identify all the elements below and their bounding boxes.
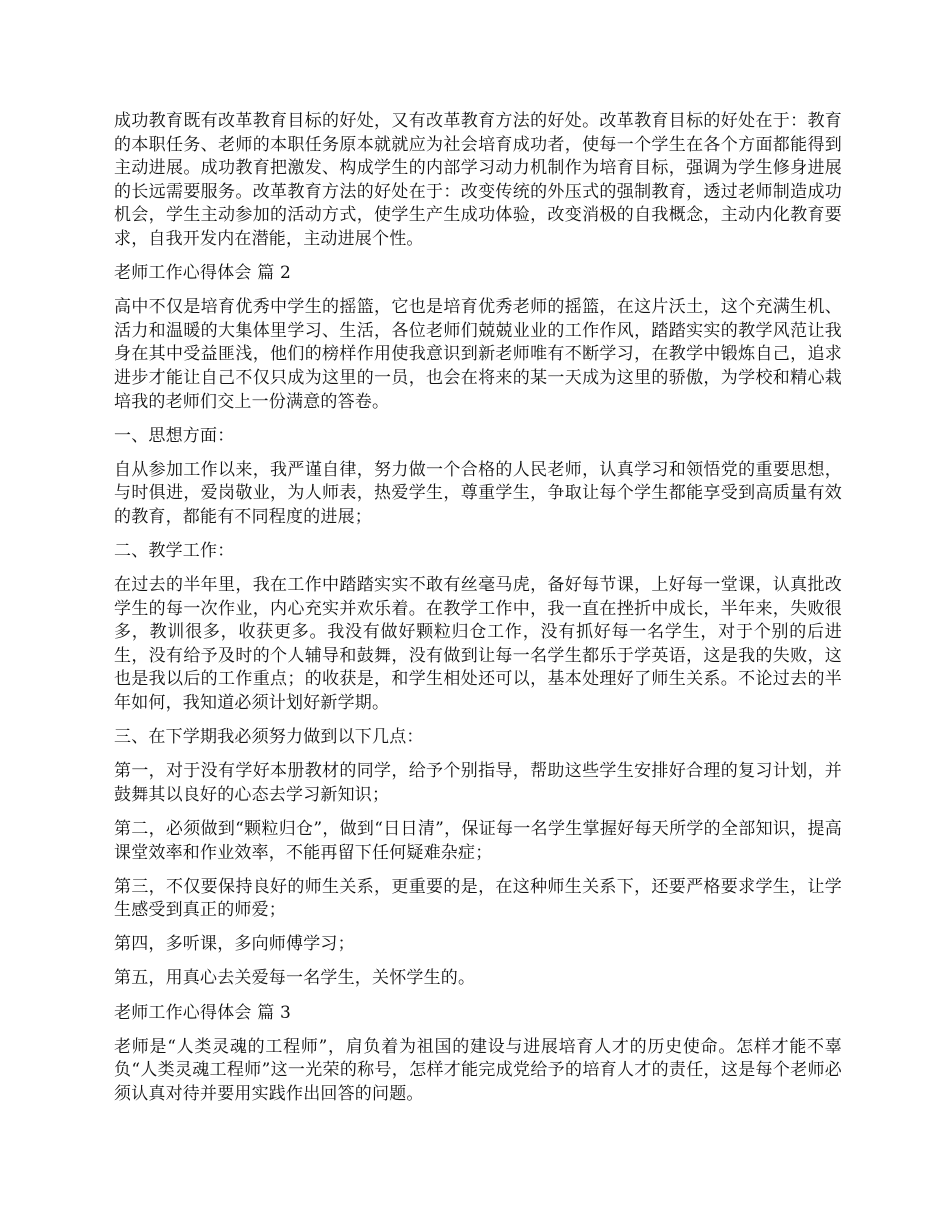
paragraph-teaching: 在过去的半年里，我在工作中踏踏实实不敢有丝毫马虎，备好每节课，上好每一堂课，认真批改学生的每一次作业，内心充实并欢乐着。在教学工作中，我一直在挫折中成长，半年来，失败很多，教训很多，收获更多。我没有做好颗粒归仓工作，没有抓好每一名学生，对于个别的后进生，没有给予及时的个人辅导和鼓舞，没有做到让每一名学生都乐于学英语，这是我的失败，这也是我以后的工作重点；的收获是，和学生相处还可以，基本处理好了师生关系。不论过去的半年如何，我知道必须计划好新学期。 bbox=[114, 575, 842, 714]
list-item-fourth: 第四，多听课，多向师傅学习； bbox=[114, 934, 355, 955]
section-heading-part-2: 老师工作心得体会 篇 2 bbox=[114, 263, 292, 284]
list-item-second: 第二，必须做到“颗粒归仓”，做到“日日清”，保证每一名学生掌握好每天所学的全部知识，提高课堂效率和作业效率，不能再留下任何疑难杂症； bbox=[114, 818, 842, 863]
paragraph-intro: 成功教育既有改革教育目标的好处，又有改革教育方法的好处。改革教育目标的好处在于：教育的本职任务、老师的本职任务原本就就应为社会培育成功者，使每一个学生在各个方面都能得到主动进展。成功教育把激发、构成学生的内部学习动力机制作为培育目标，强调为学生修身进展的长远需要服务。改革教育方法的好处在于：改变传统的外压式的强制教育，透过老师制造成功机会，学生主动参加的活动方式，使学生产生成功体验，改变消极的自我概念，主动内化教育要求，自我开发内在潜能，主动进展个性。 bbox=[114, 111, 842, 249]
paragraph-thought: 自从参加工作以来，我严谨自律，努力做一个合格的人民老师，认真学习和领悟党的重要思想，与时俱进，爱岗敬业，为人师表，热爱学生，尊重学生，争取让每个学生都能享受到高质量有效的教育，都能有不同程度的进展； bbox=[114, 459, 842, 527]
paragraph-part-2-intro: 高中不仅是培育优秀中学生的摇篮，它也是培育优秀老师的摇篮，在这片沃土，这个充满生机、活力和温暖的大集体里学习、生活，各位老师们兢兢业业的工作作风，踏踏实实的教学风范让我身在其中受益匪浅，他们的榜样作用使我意识到新老师唯有不断学习，在教学中锻炼自己，追求进步才能让自己不仅只成为这里的一员，也会在将来的某一天成为这里的骄傲，为学校和精心栽培我的老师们交上一份满意的答卷。 bbox=[114, 297, 842, 412]
subheading-teaching: 二、教学工作： bbox=[114, 541, 235, 561]
section-heading-part-3: 老师工作心得体会 篇 3 bbox=[114, 1002, 292, 1023]
subheading-thought: 一、思想方面： bbox=[114, 425, 235, 446]
document-page bbox=[114, 110, 842, 1117]
list-item-third: 第三，不仅要保持良好的师生关系，更重要的是，在这种师生关系下，还要严格要求学生，让学生感受到真正的师爱； bbox=[114, 876, 842, 921]
subheading-next-term: 三、在下学期我必须努力做到以下几点： bbox=[114, 727, 424, 748]
list-item-fifth: 第五，用真心去关爱每一名学生，关怀学生的。 bbox=[114, 968, 476, 989]
paragraph-part-3-intro: 老师是“人类灵魂的工程师”，肩负着为祖国的建设与进展培育人才的历史使命。怎样才能不辜负“人类灵魂工程师”这一光荣的称号，怎样才能完成党给予的培育人才的责任，这是每个老师必须认真对待并要用实践作出回答的问题。 bbox=[114, 1036, 842, 1104]
list-item-first: 第一，对于没有学好本册教材的同学，给予个别指导，帮助这些学生安排好合理的复习计划，并鼓舞其以良好的心态去学习新知识； bbox=[114, 761, 842, 805]
